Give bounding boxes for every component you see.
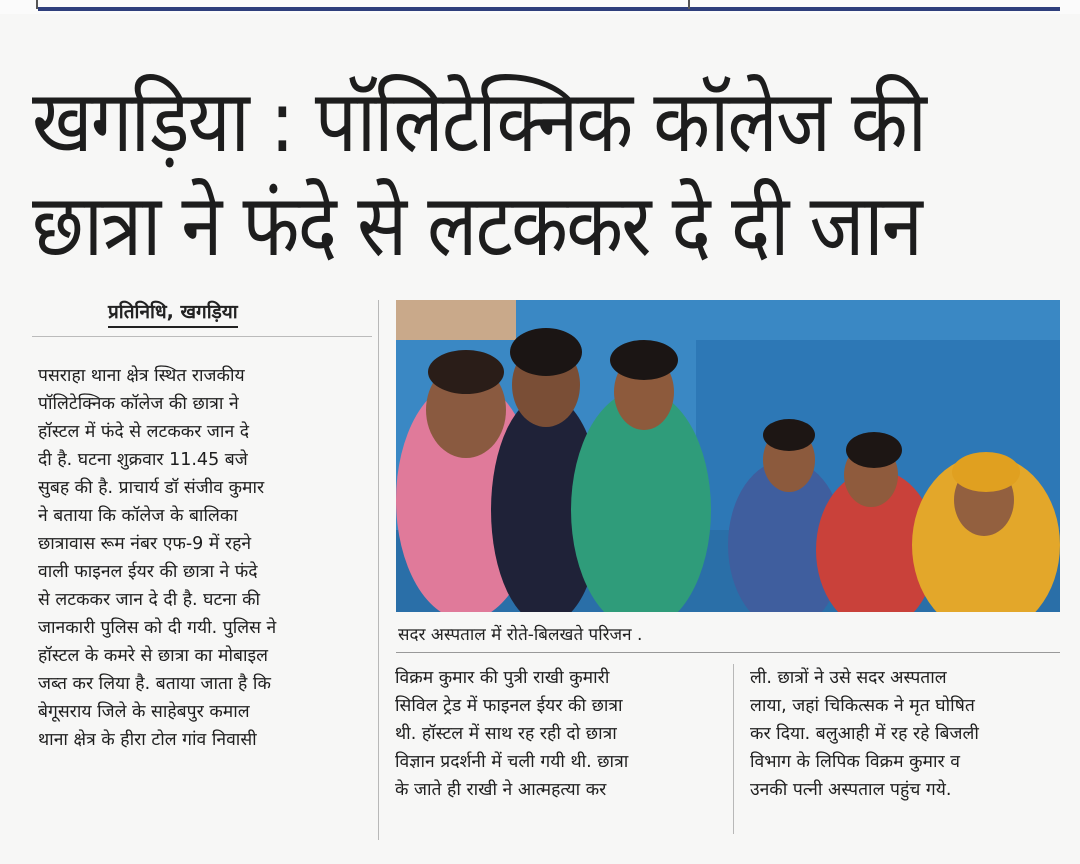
text-line: थाना क्षेत्र के हीरा टोल गांव निवासी (38, 730, 257, 750)
top-border-line (38, 7, 1060, 11)
top-rule (0, 0, 1080, 14)
text-line: सिविल ट्रेड में फाइनल ईयर की छात्रा (395, 696, 623, 716)
text-line: उनकी पत्नी अस्पताल पहुंच गये. (750, 780, 952, 800)
text-line: छात्रावास रूम नंबर एफ-9 में रहने (38, 534, 252, 554)
text-line: लाया, जहां चिकित्सक ने मृत घोषित (750, 696, 975, 716)
text-line: हॉस्टल में फंदे से लटककर जान दे (38, 422, 250, 442)
text-line: वाली फाइनल ईयर की छात्रा ने फंदे (38, 562, 258, 582)
text-line: थी. हॉस्टल में साथ रह रही दो छात्रा (395, 724, 617, 744)
headline-line-1: खगड़िया : पॉलिटेक्निक कॉलेज की (32, 72, 926, 172)
text-line: पॉलिटेक्निक कॉलेज की छात्रा ने (38, 394, 239, 414)
byline: प्रतिनिधि, खगड़िया (108, 298, 238, 328)
photo-caption: सदर अस्पताल में रोते-बिलखते परिजन . (398, 625, 643, 645)
news-photo (396, 300, 1060, 612)
text-line: पसराहा थाना क्षेत्र स्थित राजकीय (38, 366, 245, 386)
column-divider (733, 664, 734, 834)
text-line: हॉस्टल के कमरे से छात्रा का मोबाइल (38, 646, 268, 666)
top-tick-left (36, 0, 38, 9)
text-line: बेगूसराय जिले के साहेबपुर कमाल (38, 702, 250, 722)
text-line: विज्ञान प्रदर्शनी में चली गयी थी. छात्रा (395, 752, 629, 772)
text-line: जानकारी पुलिस को दी गयी. पुलिस ने (38, 618, 277, 638)
text-line: ने बताया कि कॉलेज के बालिका (38, 506, 238, 526)
text-line: सुबह की है. प्राचार्य डॉ संजीव कुमार (38, 478, 265, 498)
column-divider (378, 300, 379, 840)
text-line: विभाग के लिपिक विक्रम कुमार व (750, 752, 961, 772)
text-line: कर दिया. बलुआही में रह रहे बिजली (750, 724, 979, 744)
article-column-3 (750, 664, 1066, 804)
text-line: विक्रम कुमार की पुत्री राखी कुमारी (395, 668, 610, 688)
text-line: ली. छात्रों ने उसे सदर अस्पताल (750, 668, 947, 688)
text-line: के जाते ही राखी ने आत्महत्या कर (395, 780, 607, 800)
caption-divider (396, 652, 1060, 653)
text-line: से लटककर जान दे दी है. घटना की (38, 590, 261, 610)
article-column-1 (38, 362, 354, 754)
photo-illustration (396, 300, 1060, 612)
top-tick-right (688, 0, 690, 9)
byline-divider (32, 336, 372, 337)
headline (32, 70, 926, 278)
headline-line-2: छात्रा ने फंदे से लटककर दे दी जान (32, 176, 922, 276)
text-line: दी है. घटना शुक्रवार 11.45 बजे (38, 450, 248, 470)
text-line: जब्त कर लिया है. बताया जाता है कि (38, 674, 271, 694)
article-column-2 (395, 664, 713, 804)
